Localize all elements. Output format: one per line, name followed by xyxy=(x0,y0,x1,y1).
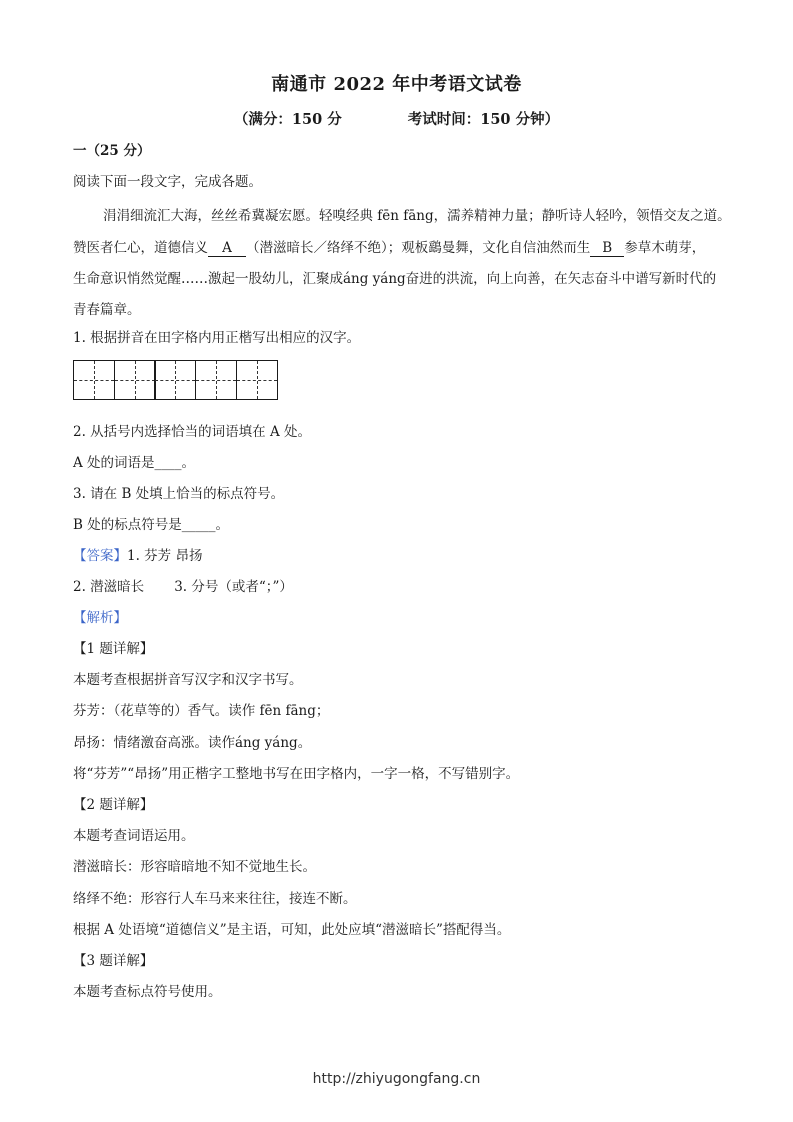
detail-1-line: 本题考查根据拼音写汉字和汉字书写。 xyxy=(73,672,303,688)
detail-3-line: 本题考查标点符号使用。 xyxy=(73,984,222,1000)
question-1: 1. 根据拼音在田字格内用正楷写出相应的汉字。 xyxy=(73,330,361,346)
grid-cell xyxy=(114,360,156,400)
answer-line-1 xyxy=(73,547,202,565)
question-3: 3. 请在 B 处填上恰当的标点符号。 xyxy=(73,486,285,502)
detail-2-line: 络绎不绝：形容行人车马来来往往，接连不断。 xyxy=(73,891,357,907)
grid-cell xyxy=(154,360,196,400)
passage-line-1: 涓涓细流汇大海，丝丝希冀凝宏愿。轻嗅经典 fēn fāng，濡养精神力量；静听诗人轻吟，领悟交友之道。 xyxy=(103,208,731,224)
passage-line-3: 生命意识悄然觉醒……激起一股幼儿，汇聚成áng yáng奋进的洪流，向上向善，在矢志奋斗中谱写新时代的 xyxy=(73,271,717,287)
analysis-label: 【解析】 xyxy=(73,610,127,626)
detail-1-line: 将“芬芳”“昂扬”用正楷字工整地书写在田字格内，一字一格，不写错别字。 xyxy=(73,766,520,782)
detail-2-line: 根据 A 处语境“道德信义”是主语，可知，此处应填“潜滋暗长”搭配得当。 xyxy=(73,922,511,938)
detail-1-heading: 【1 题详解】 xyxy=(73,641,154,657)
question-2-answer-line: A 处的词语是____。 xyxy=(73,455,196,471)
full-score: （满分：150 分 xyxy=(233,111,342,128)
footer-url[interactable]: http://zhiyugongfang.cn xyxy=(312,1071,481,1087)
passage-text: 参草木萌芽， xyxy=(624,240,706,256)
passage-text: （潜滋暗长／络绎不绝）；观板鷂曼舞，文化自信油然而生 xyxy=(246,240,591,256)
detail-2-heading: 【2 题详解】 xyxy=(73,797,154,813)
blank-b: B xyxy=(590,241,624,257)
answer-label: 【答案】 xyxy=(73,548,127,564)
detail-2-line: 本题考查词语运用。 xyxy=(73,828,195,844)
detail-1-line: 昂扬：情绪激奋高涨。读作áng yáng。 xyxy=(73,735,312,751)
question-3-answer-line: B 处的标点符号是_____。 xyxy=(73,517,229,533)
grid-cell xyxy=(73,360,115,400)
page-title: 南通市 2022 年中考语文试卷 xyxy=(271,74,522,95)
answer-text: 1. 芬芳 昂扬 xyxy=(127,548,203,564)
passage-line-2 xyxy=(73,236,728,257)
section-heading: 一（25 分） xyxy=(73,143,151,159)
passage-text: 赞医者仁心，道德信义 xyxy=(73,240,208,256)
passage-line-4: 青春篇章。 xyxy=(73,302,141,318)
grid-cell xyxy=(195,360,237,400)
detail-2-line: 潜滋暗长：形容暗暗地不知不觉地生长。 xyxy=(73,859,316,875)
grid-cell xyxy=(236,360,278,400)
tianzige-grid xyxy=(73,360,278,400)
exam-time: 考试时间：150 分钟） xyxy=(407,111,560,128)
blank-a: A xyxy=(208,241,246,257)
question-2: 2. 从括号内选择恰当的词语填在 A 处。 xyxy=(73,424,312,440)
detail-3-heading: 【3 题详解】 xyxy=(73,953,154,969)
instruction: 阅读下面一段文字，完成各题。 xyxy=(73,174,262,190)
answer-line-2: 2. 潜滋暗长 3. 分号（或者“；”） xyxy=(73,579,293,595)
detail-1-line: 芬芳：（花草等的）香气。读作 fēn fāng； xyxy=(73,703,330,719)
exam-info xyxy=(0,108,793,129)
